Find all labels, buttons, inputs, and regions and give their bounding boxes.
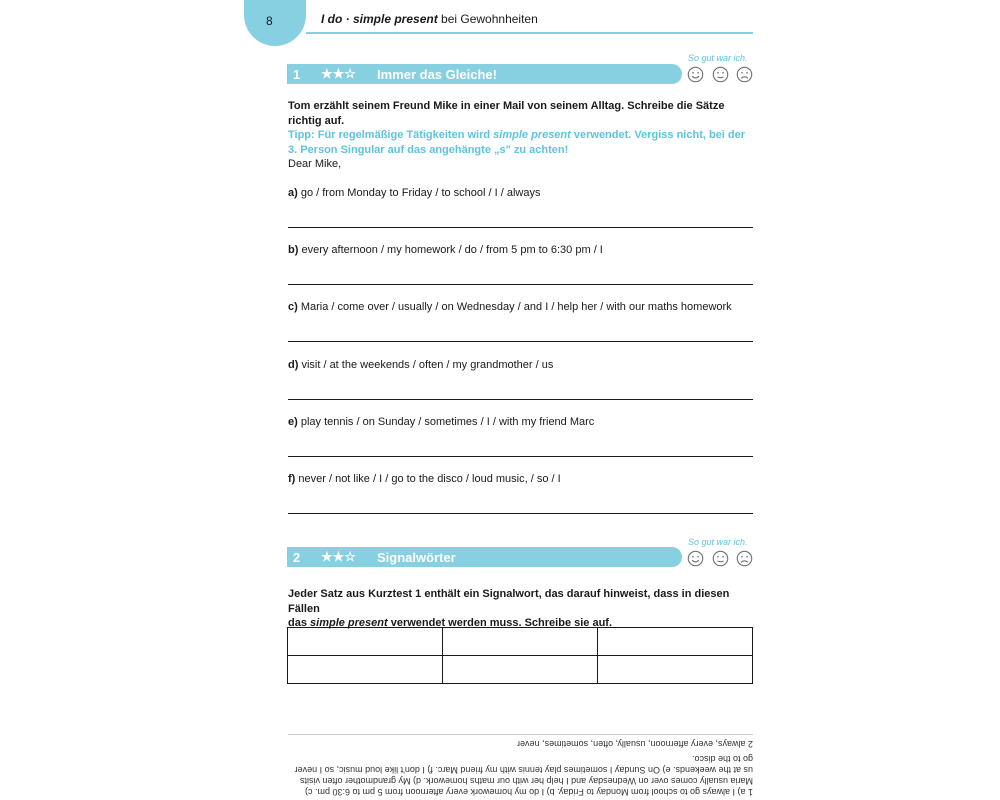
exercise-item [288, 186, 541, 200]
exercise-2-number: 2 [293, 550, 301, 565]
table-cell[interactable] [443, 656, 598, 684]
neutral-face-icon[interactable] [712, 66, 729, 83]
page-number: 8 [266, 14, 273, 28]
neutral-face-icon[interactable] [712, 550, 729, 567]
item-prompt: go / from Monday to Friday / to school / I / always [300, 187, 541, 199]
difficulty-stars-icon: ★★☆ [321, 549, 356, 564]
solution-line: us at the weekends. e) On Sunday I sometimes play tennis with my friend Marc. f) I don't like loud music, so I never [294, 765, 753, 775]
solutions-upside-down [288, 738, 753, 797]
tip-text-2: verwendet. Vergiss nicht, bei der [570, 129, 746, 141]
exercise-item [288, 472, 561, 486]
answer-line[interactable] [288, 227, 753, 228]
exercise-1-title: Immer das Gleiche! [377, 67, 497, 82]
self-rating-label: So gut war ich. [688, 53, 748, 63]
item-prompt: visit / at the weekends / often / my grandmother / us [301, 359, 554, 371]
item-prompt: play tennis / on Sunday / sometimes / I / with my friend Marc [300, 416, 595, 428]
sad-face-icon[interactable] [736, 550, 753, 567]
running-head-italic: I do · simple present [321, 12, 438, 26]
item-label: a) [288, 187, 298, 199]
solution-line: go to the disco. [691, 754, 753, 764]
item-label: c) [288, 301, 298, 313]
answer-line[interactable] [288, 284, 753, 285]
exercise-item [288, 358, 553, 372]
exercise-2-header [287, 547, 682, 567]
exercise-item [288, 415, 594, 429]
exercise-item [288, 300, 732, 314]
tip-line-2: 3. Person Singular auf das angehängte „s" zu achten! [288, 143, 569, 156]
exercise-1-number: 1 [293, 67, 301, 82]
letter-greeting: Dear Mike, [288, 158, 342, 170]
page-number-tab [244, 0, 306, 46]
solution-line: Maria usually comes over on Wednesday and I help her with our maths homework. d) My grandmother often visits [299, 776, 753, 786]
table-cell[interactable] [598, 628, 753, 656]
exercise-1-instruction [288, 99, 758, 157]
sad-face-icon[interactable] [736, 66, 753, 83]
answer-line[interactable] [288, 513, 753, 514]
solutions-divider [288, 734, 753, 735]
table-cell[interactable] [443, 628, 598, 656]
item-prompt: every afternoon / my homework / do / from 5 pm to 6:30 pm / I [301, 244, 603, 256]
running-head [321, 12, 538, 26]
self-rating-label: So gut war ich. [688, 537, 748, 547]
answer-line[interactable] [288, 456, 753, 457]
exercise-item [288, 243, 603, 257]
table-row [288, 628, 753, 656]
table-row [288, 656, 753, 684]
difficulty-stars-icon: ★★☆ [321, 66, 356, 81]
solution-line: 1 a) I always go to school from Monday to Friday. b) I do my homework every afternoon from 5 pm to 6:30 pm. c) [304, 787, 753, 797]
signal-words-table [287, 627, 753, 684]
solution-line: 2 always, every afternoon, usually, often, sometimes, never [517, 739, 753, 749]
answer-line[interactable] [288, 341, 753, 342]
instruction-text-1: das [288, 617, 311, 629]
instruction-text: Tom erzählt seinem Freund Mike in einer Mail von seinem Alltag. Schreibe die Sätze richtig auf. [288, 100, 725, 127]
tip-italic: simple present [493, 129, 571, 141]
exercise-2-title: Signalwörter [377, 550, 456, 565]
exercise-1-header [287, 64, 682, 84]
item-label: d) [288, 359, 299, 371]
running-head-rest: bei Gewohnheiten [437, 12, 538, 26]
header-rule [306, 32, 753, 34]
table-cell[interactable] [288, 656, 443, 684]
item-prompt: Maria / come over / usually / on Wednesday / and I / help her / with our maths homework [300, 301, 732, 313]
exercise-2-instruction [288, 587, 758, 631]
item-label: b) [288, 244, 299, 256]
happy-face-icon[interactable] [687, 550, 704, 567]
answer-line[interactable] [288, 399, 753, 400]
tip-line-1 [288, 128, 758, 143]
item-label: e) [288, 416, 298, 428]
table-cell[interactable] [598, 656, 753, 684]
item-label: f) [288, 473, 296, 485]
tip-text-1: Tipp: Für regelmäßige Tätigkeiten wird [288, 129, 494, 141]
instruction-text-2: verwendet werden muss. Schreibe sie auf. [387, 617, 613, 629]
instruction-italic: simple present [310, 617, 388, 629]
instruction-line-1: Jeder Satz aus Kurztest 1 enthält ein Signalwort, das darauf hinweist, dass in diesen Fällen [288, 588, 730, 615]
happy-face-icon[interactable] [687, 66, 704, 83]
item-prompt: never / not like / I / go to the disco / loud music, / so / I [298, 473, 561, 485]
table-cell[interactable] [288, 628, 443, 656]
